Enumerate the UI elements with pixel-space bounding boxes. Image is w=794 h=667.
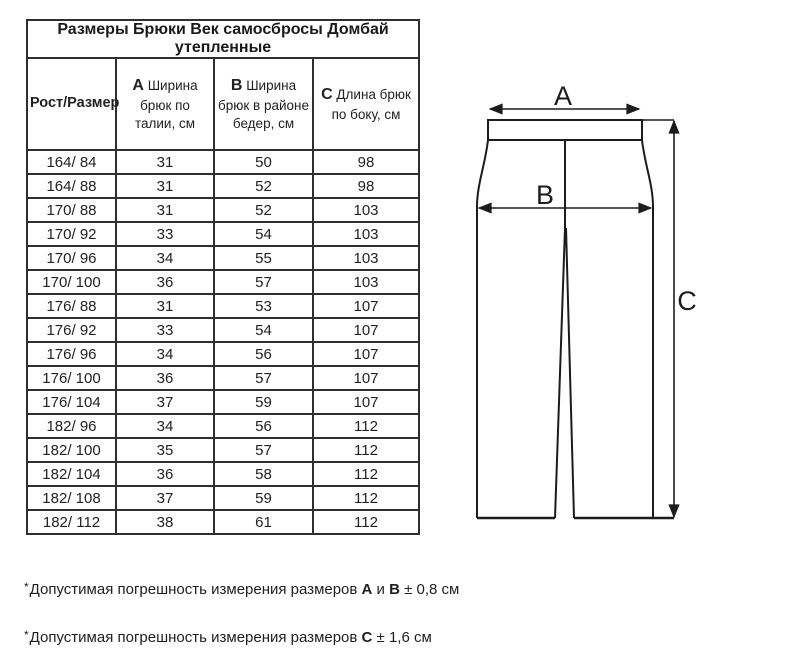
cell-hip-width: 54: [214, 318, 313, 342]
cell-size: 170/ 88: [27, 198, 116, 222]
cell-size: 176/ 96: [27, 342, 116, 366]
cell-hip-width: 56: [214, 342, 313, 366]
table-row: [27, 150, 419, 174]
table-row: [27, 390, 419, 414]
footnote-tolerance-ab: [24, 581, 459, 598]
table-row: [27, 198, 419, 222]
cell-waist-width: 38: [116, 510, 214, 534]
pants-right-inner-leg: [566, 228, 574, 518]
cell-hip-width: 54: [214, 222, 313, 246]
footnote-ab-value: ± 0,8 см: [399, 581, 460, 598]
cell-waist-width: 36: [116, 270, 214, 294]
col-desc-b: Ширина брюк в районе бедер, см: [218, 77, 309, 131]
table-row: [27, 462, 419, 486]
cell-hip-width: 57: [214, 438, 313, 462]
cell-waist-width: 34: [116, 246, 214, 270]
table-row: [27, 414, 419, 438]
table-title-row: [27, 20, 419, 58]
cell-side-length: 103: [313, 222, 419, 246]
cell-hip-width: 59: [214, 390, 313, 414]
cell-size: 182/ 96: [27, 414, 116, 438]
table-row: [27, 486, 419, 510]
cell-hip-width: 61: [214, 510, 313, 534]
table-title: Размеры Брюки Век самосбросы Домбай утепленные: [27, 20, 419, 58]
cell-hip-width: 50: [214, 150, 313, 174]
cell-waist-width: 36: [116, 462, 214, 486]
cell-side-length: 107: [313, 342, 419, 366]
footnote-ab-text: Допустимая погрешность измерения размеров: [29, 581, 362, 598]
cell-hip-width: 56: [214, 414, 313, 438]
pants-diagram: [455, 70, 785, 540]
table-row: [27, 510, 419, 534]
cell-hip-width: 57: [214, 366, 313, 390]
col-header-hip-width: [214, 58, 313, 150]
col-desc-c: Длина брюк по боку, см: [331, 87, 411, 122]
footnote-asterisk: *: [24, 628, 29, 642]
table-row: [27, 366, 419, 390]
cell-size: 182/ 100: [27, 438, 116, 462]
cell-size: 176/ 104: [27, 390, 116, 414]
cell-waist-width: 36: [116, 366, 214, 390]
cell-waist-width: 31: [116, 174, 214, 198]
cell-size: 170/ 100: [27, 270, 116, 294]
cell-size: 164/ 84: [27, 150, 116, 174]
cell-hip-width: 57: [214, 270, 313, 294]
cell-waist-width: 31: [116, 198, 214, 222]
cell-hip-width: 55: [214, 246, 313, 270]
cell-size: 164/ 88: [27, 174, 116, 198]
cell-waist-width: 34: [116, 414, 214, 438]
cell-side-length: 98: [313, 150, 419, 174]
diagram-label-b: B: [535, 180, 555, 210]
cell-size: 176/ 92: [27, 318, 116, 342]
cell-size: 182/ 108: [27, 486, 116, 510]
cell-side-length: 107: [313, 366, 419, 390]
footnote-c-text: Допустимая погрешность измерения размеров: [29, 629, 362, 646]
table-header-row: [27, 58, 419, 150]
col-header-size: Рост/Размер: [27, 58, 116, 150]
size-table: [26, 19, 420, 535]
cell-side-length: 112: [313, 510, 419, 534]
cell-hip-width: 53: [214, 294, 313, 318]
footnote-tolerance-c: [24, 629, 432, 646]
cell-size: 170/ 92: [27, 222, 116, 246]
table-row: [27, 318, 419, 342]
cell-hip-width: 59: [214, 486, 313, 510]
pants-left-inner-leg: [555, 228, 565, 518]
cell-side-length: 112: [313, 438, 419, 462]
cell-hip-width: 52: [214, 174, 313, 198]
pants-left-outline: [477, 140, 488, 518]
footnote-ab-letter-a: A: [361, 581, 373, 598]
table-body: [27, 150, 419, 534]
col-header-side-length: [313, 58, 419, 150]
table-row: [27, 270, 419, 294]
cell-waist-width: 35: [116, 438, 214, 462]
col-letter-b: B: [230, 76, 243, 94]
cell-side-length: 112: [313, 486, 419, 510]
pants-right-outline: [642, 140, 653, 518]
cell-waist-width: 37: [116, 390, 214, 414]
cell-hip-width: 58: [214, 462, 313, 486]
cell-size: 176/ 100: [27, 366, 116, 390]
footnote-ab-mid: и: [372, 581, 390, 598]
cell-side-length: 103: [313, 246, 419, 270]
col-header-waist-width: [116, 58, 214, 150]
diagram-label-c: C: [677, 286, 697, 316]
cell-size: 176/ 88: [27, 294, 116, 318]
cell-side-length: 112: [313, 414, 419, 438]
cell-waist-width: 33: [116, 222, 214, 246]
cell-side-length: 107: [313, 294, 419, 318]
cell-side-length: 103: [313, 198, 419, 222]
cell-waist-width: 31: [116, 150, 214, 174]
cell-size: 182/ 104: [27, 462, 116, 486]
table-row: [27, 222, 419, 246]
table-row: [27, 246, 419, 270]
cell-side-length: 107: [313, 318, 419, 342]
cell-side-length: 98: [313, 174, 419, 198]
cell-size: 170/ 96: [27, 246, 116, 270]
cell-hip-width: 52: [214, 198, 313, 222]
col-letter-a: A: [132, 76, 144, 94]
cell-side-length: 103: [313, 270, 419, 294]
cell-waist-width: 33: [116, 318, 214, 342]
footnote-c-letter: C: [361, 629, 373, 646]
table-row: [27, 342, 419, 366]
cell-waist-width: 37: [116, 486, 214, 510]
table-row: [27, 174, 419, 198]
cell-size: 182/ 112: [27, 510, 116, 534]
diagram-label-a: A: [553, 81, 573, 111]
footnote-asterisk: *: [24, 580, 29, 594]
cell-waist-width: 34: [116, 342, 214, 366]
table-row: [27, 294, 419, 318]
footnote-c-value: ± 1,6 см: [372, 629, 432, 646]
pants-waistband: [488, 120, 642, 140]
col-letter-c: C: [321, 86, 333, 104]
table-row: [27, 438, 419, 462]
footnote-ab-letter-b: B: [389, 581, 400, 598]
cell-side-length: 112: [313, 462, 419, 486]
cell-side-length: 107: [313, 390, 419, 414]
cell-waist-width: 31: [116, 294, 214, 318]
col-desc-a: Ширина брюк по талии, см: [134, 77, 198, 131]
